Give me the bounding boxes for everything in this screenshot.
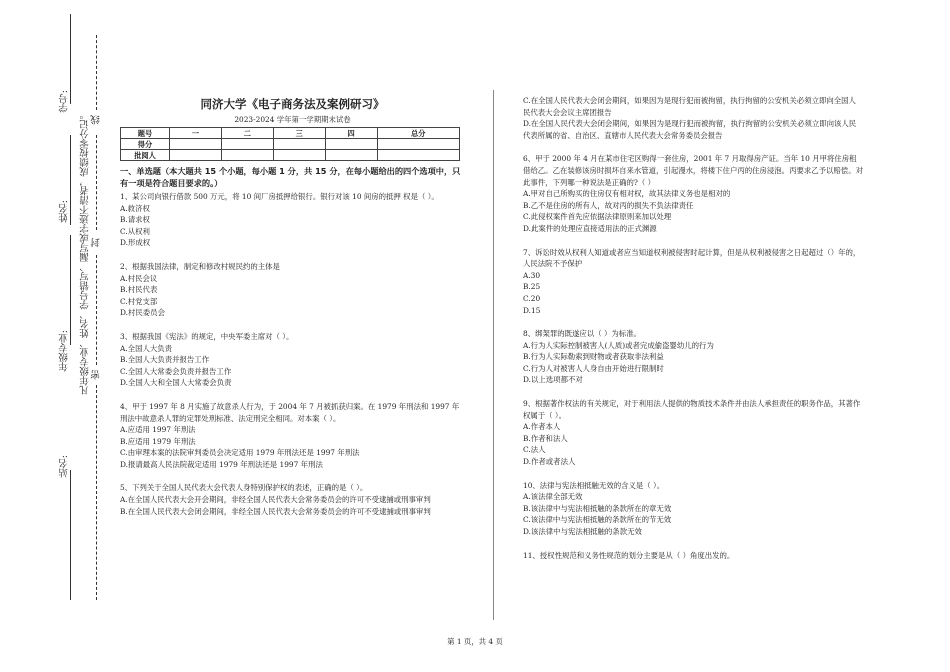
- score-table-header: [121, 128, 460, 139]
- score-row-label: 得分: [121, 139, 170, 150]
- question-option: B.全国人大负责并报告工作: [120, 355, 210, 365]
- score-cell: [221, 139, 273, 150]
- question-option: D.在全国人民代表大会闭会期间，如果因为是现行犯而被拘留，执行拘留的公安机关必须立即向该人民代表所属的省、自治区、直辖市人民代表大会常务委员会报告: [523, 119, 857, 140]
- question-option: B.请求权: [120, 215, 150, 225]
- score-row-label: 批阅人: [121, 150, 170, 161]
- question-option: A.救济权: [120, 203, 150, 213]
- seal-dashed-line: [96, 35, 97, 110]
- seal-instruction: 凡年级专业、姓名、学号错写、漏写或字迹不清者，成绩按零分记。: [80, 110, 91, 395]
- question-stem: 9、根据著作权法的有关规定，对于利用法人提供的物质技术条件并由法人承担责任的职务作品，其著作权属于（ ）。: [523, 399, 861, 420]
- score-cell: [325, 139, 377, 150]
- question: [120, 191, 465, 249]
- page-number: 第 1 页，共 4 页: [447, 637, 503, 646]
- question-option: A.30: [523, 270, 541, 280]
- score-cell: [377, 139, 460, 150]
- question-stem: 11、授权性规范和义务性规范的划分主要是从（ ）角度出发的。: [523, 550, 735, 560]
- question-option: A.村民会议: [120, 273, 158, 283]
- question-option: A.在全国人民代表大会开会期间，非经全国人民代表大会常务委员会的许可不受逮捕或刑事审判: [120, 495, 431, 505]
- question-stem: 7、诉讼时效从权利人知道或者应当知道权利被侵害时起计算，但是从权利被侵害之日起超过（）年的，人民法院不予保护: [523, 247, 861, 269]
- score-cell: [170, 150, 222, 161]
- question-option: B.村民代表: [120, 285, 158, 295]
- exam-center-label: 站名:: [59, 455, 70, 478]
- section-heading: 一、单选题（本大题共 15 个小题，每小题 1 分，共 15 分，在每小题给出的四个选项中，只有一项是符合题目要求的。）: [120, 166, 461, 188]
- question: [120, 331, 465, 389]
- question: [120, 261, 465, 319]
- exam-title: 同济大学《电子商务法及案例研习》: [200, 97, 385, 111]
- question-option: B.行为人实际勒索到财物或者获取非法利益: [523, 352, 664, 362]
- question-option: C.村党支部: [120, 296, 158, 306]
- question: [120, 401, 465, 471]
- score-cell: [170, 139, 222, 150]
- question-option: B.作者和法人: [523, 433, 568, 443]
- question: [120, 482, 465, 517]
- question-stem: 2、根据我国法律，制定和修改村规民约的主体是: [120, 261, 280, 271]
- major-label: 年级专业:: [59, 330, 70, 372]
- grader-row: [121, 150, 460, 161]
- question-stem: 6、甲于 2000 年 4 月在某市住宅区购得一套住房，2001 年 7 月取得房产证。当年 10 月甲将住房租借给乙。乙在装修该房时损坏自来水管道，引起漫水，将楼下住户丙的住房浸泡。丙要求乙予以赔偿。对此事件，下列哪一种说法是正确的?（ ）: [523, 154, 863, 187]
- seal-mark-fold: 封: [91, 238, 102, 248]
- student-id-label: 学号:: [59, 90, 70, 113]
- question: [523, 153, 863, 234]
- question-stem: 4、甲于 1997 年 8 月实施了故意杀人行为，于 2004 年 7 月被抓获归案。在 1979 年刑法和 1997 年刑法中故意杀人罪的定罪处刑标准、法定刑完全相同。对本案（ ）。: [120, 401, 460, 423]
- question-stem: 3、根据我国《宪法》的规定，中央军委主席对（ ）。: [120, 331, 294, 341]
- question-option: D.该法律中与宪法相抵触的条款无效: [523, 527, 642, 536]
- question: [523, 328, 863, 386]
- question-option: B.该法律中与宪法相抵触的条款所在的章无效: [523, 503, 672, 513]
- question-stem: 8、绑架罪的既遂应以（ ）为标准。: [523, 329, 641, 339]
- question-option: D.以上选项都不对: [523, 375, 583, 385]
- question-option: B.25: [523, 282, 541, 292]
- question-option: D.此案件的处理应直接适用法的正式渊源: [523, 223, 657, 233]
- exam-subtitle: 2023-2024 学年第一学期期末试卷: [234, 115, 351, 124]
- score-cell: [325, 150, 377, 161]
- question-option: C.由审理本案的法院审判委员会决定适用 1979 年刑法还是 1997 年刑法: [120, 448, 360, 458]
- binding-margin: [0, 0, 112, 672]
- question-option: D.形成权: [120, 238, 151, 248]
- score-col-header: 总分: [377, 128, 460, 139]
- name-label: 姓名:: [59, 200, 70, 223]
- seal-dashed-line: [96, 255, 97, 365]
- question-option: C.该法律中与宪法相抵触的条款所在的节无效: [523, 515, 672, 525]
- score-col-header: 二: [221, 128, 273, 139]
- question: [523, 398, 863, 468]
- question-option: D.报请最高人民法院裁定适用 1979 年刑法还是 1997 年刑法: [120, 459, 323, 469]
- binding-line: [70, 470, 71, 600]
- question-option: C.从权利: [120, 226, 150, 236]
- question-option: D.作者或者法人: [523, 457, 576, 467]
- score-cell: [273, 150, 325, 161]
- score-col-header: 一: [170, 128, 222, 139]
- seal-mark-seal: 密: [91, 370, 102, 380]
- question-option: D.村民委员会: [120, 308, 165, 318]
- score-col-header: 四: [325, 128, 377, 139]
- right-column: [523, 95, 863, 565]
- question-option: D.全国人大和全国人大常委会负责: [120, 378, 232, 388]
- question-option: A.该法律全部无效: [523, 492, 583, 502]
- question-option: A.行为人实际控制被害人(人质)或者完成偷盗婴幼儿的行为: [523, 340, 714, 350]
- score-col-header: 题号: [121, 128, 170, 139]
- left-column: [120, 96, 465, 521]
- question-option: C.此侵权案件首先应依据法律原则来加以处理: [523, 212, 672, 222]
- question-option: C.法人: [523, 445, 546, 455]
- question-option: B.乙不是住房的所有人，故对丙的损失不负法律责任: [523, 200, 694, 210]
- column-divider: [493, 90, 494, 620]
- question: [523, 480, 863, 538]
- question-stem: 1、某公司向银行借款 500 万元，将 10 间厂房抵押给银行。银行对该 10 间房的抵押 权是（ ）。: [120, 192, 439, 201]
- question-stem: 5、下列关于全国人民代表大会代表人身特别保护权的表述，正确的是（ ）。: [120, 483, 368, 493]
- seal-dashed-line: [96, 385, 97, 600]
- score-cell: [377, 150, 460, 161]
- score-table: [120, 127, 460, 161]
- seal-dashed-line: [96, 135, 97, 230]
- question-option: B.应适用 1979 年刑法: [120, 436, 196, 446]
- question-option: C.在全国人民代表大会闭会期间，如果因为是现行犯而被拘留，执行拘留的公安机关必须立即向全国人民代表大会会议主席团报告: [523, 96, 856, 117]
- score-row: [121, 139, 460, 150]
- question: [523, 247, 863, 317]
- question-option: C.全国人大常委会负责并报告工作: [120, 366, 232, 376]
- question-option: C.20: [523, 293, 541, 303]
- seal-mark-line: 线: [91, 115, 102, 125]
- question-option: A.应适用 1997 年刑法: [120, 425, 196, 435]
- question-option: D.15: [523, 305, 541, 315]
- question-option: A.甲对自己所购买的住房仅有相对权，故其法律义务也是相对的: [523, 189, 731, 199]
- score-cell: [221, 150, 273, 161]
- question-continued: [523, 95, 863, 141]
- question-option: A.作者本人: [523, 422, 561, 432]
- question-option: B.在全国人民代表大会闭会期间，非经全国人民代表大会常务委员会的许可不受逮捕或刑事审判: [120, 506, 431, 516]
- score-cell: [273, 139, 325, 150]
- binding-line: [70, 235, 71, 345]
- question-option: A.全国人大负责: [120, 343, 173, 353]
- score-col-header: 三: [273, 128, 325, 139]
- question-option: C.行为人对被害人人身自由开始进行限制时: [523, 363, 664, 373]
- question-stem: 10、法律与宪法相抵触无效的含义是（ ）。: [523, 480, 665, 490]
- question: [523, 550, 863, 562]
